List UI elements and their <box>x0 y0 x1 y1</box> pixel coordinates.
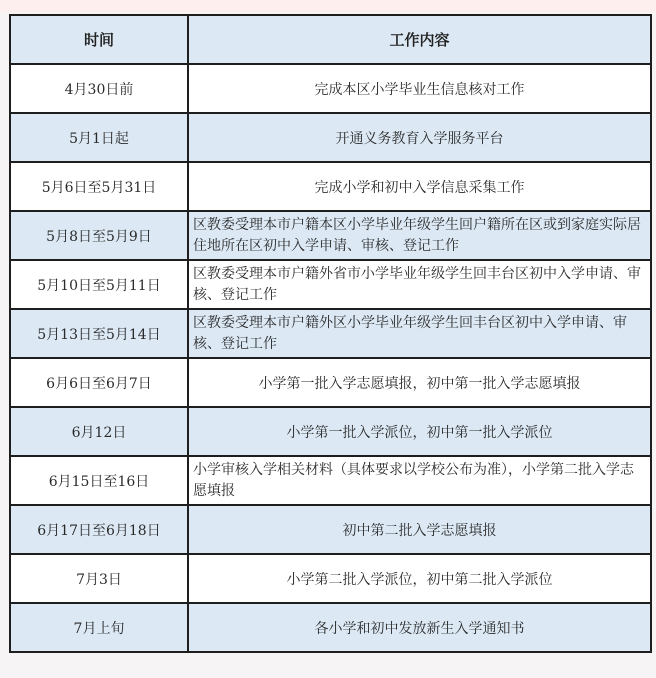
cell-content: 完成小学和初中入学信息采集工作 <box>188 162 651 211</box>
table-row <box>10 211 651 260</box>
cell-time: 6月6日至6月7日 <box>10 358 188 407</box>
cell-content: 小学第二批入学派位，初中第二批入学派位 <box>188 554 651 603</box>
cell-time: 5月13日至5月14日 <box>10 309 188 358</box>
cell-time: 5月6日至5月31日 <box>10 162 188 211</box>
cell-time: 7月3日 <box>10 554 188 603</box>
table-row <box>10 456 651 505</box>
table-row <box>10 407 651 456</box>
table-row <box>10 603 651 652</box>
cell-content: 初中第二批入学志愿填报 <box>188 505 651 554</box>
cell-content: 区教委受理本市户籍外区小学毕业年级学生回丰台区初中入学申请、审核、登记工作 <box>188 309 651 358</box>
table-row <box>10 260 651 309</box>
cell-content: 区教委受理本市户籍本区小学毕业年级学生回户籍所在区或到家庭实际居住地所在区初中入学申请、审核、登记工作 <box>188 211 651 260</box>
cell-content: 开通义务教育入学服务平台 <box>188 113 651 162</box>
cell-content: 完成本区小学毕业生信息核对工作 <box>188 64 651 113</box>
cell-content: 小学审核入学相关材料（具体要求以学校公布为准），小学第二批入学志愿填报 <box>188 456 651 505</box>
cell-content: 区教委受理本市户籍外省市小学毕业年级学生回丰台区初中入学申请、审核、登记工作 <box>188 260 651 309</box>
cell-time: 7月上旬 <box>10 603 188 652</box>
cell-time: 5月1日起 <box>10 113 188 162</box>
cell-content: 小学第一批入学志愿填报，初中第一批入学志愿填报 <box>188 358 651 407</box>
table-row <box>10 358 651 407</box>
table-header-row <box>10 15 651 64</box>
cell-content: 小学第一批入学派位，初中第一批入学派位 <box>188 407 651 456</box>
cell-time: 6月15日至16日 <box>10 456 188 505</box>
table-row <box>10 64 651 113</box>
cell-time: 6月12日 <box>10 407 188 456</box>
enrollment-schedule-table <box>9 14 652 653</box>
column-header-time: 时间 <box>10 15 188 64</box>
table-row <box>10 162 651 211</box>
table-row <box>10 113 651 162</box>
cell-time: 5月8日至5月9日 <box>10 211 188 260</box>
column-header-content: 工作内容 <box>188 15 651 64</box>
cell-content: 各小学和初中发放新生入学通知书 <box>188 603 651 652</box>
cell-time: 5月10日至5月11日 <box>10 260 188 309</box>
table-row <box>10 309 651 358</box>
table-row <box>10 554 651 603</box>
cell-time: 4月30日前 <box>10 64 188 113</box>
table-row <box>10 505 651 554</box>
cell-time: 6月17日至6月18日 <box>10 505 188 554</box>
